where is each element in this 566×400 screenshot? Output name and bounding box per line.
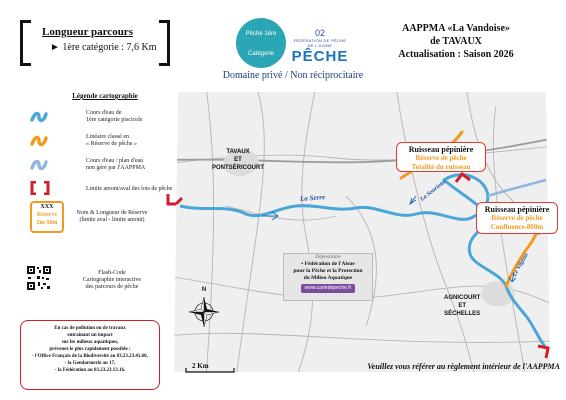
town-agnicourt: AGNICOURT ET SÉCHELLES — [444, 295, 481, 317]
distance-title: Longueur parcours — [42, 26, 133, 38]
depositaire-url[interactable]: www.cartedepeche.fr — [301, 284, 356, 293]
river-label-vilpion: Le Vilpion — [511, 252, 530, 278]
river-first-category-icon — [30, 110, 48, 124]
legend-item-unmanaged: Cours d'eau / plan d'eau non géré par l'AAPPMA — [86, 158, 146, 171]
distance-box — [20, 20, 170, 62]
categorie-logo-line1: Pêche 1ère — [245, 31, 277, 37]
reserve-badge-word: Réserve — [36, 212, 58, 218]
callout-souriette[interactable]: Ruisseau pépinière Réserve de pêche Totalité du ruisseau — [396, 142, 486, 172]
callout-vilpion[interactable]: Ruisseau pépinière Réserve de pêche Confluence-800m — [476, 202, 558, 234]
federation-logo-caption: FÉDÉRATION DE PÊCHE DE L'AISNE — [293, 38, 347, 48]
qr-code-icon[interactable] — [26, 265, 52, 291]
season-update: Actualisation : Saison 2026 — [398, 49, 514, 60]
domain-status: Domaine privé / Non réciprocitaire — [222, 70, 364, 81]
legend-item-river: Cours d'eau de 1ère catégorie piscicole — [86, 110, 143, 123]
footer-note: Veuillez vous référer au règlement intérieur de l'AAPPMA — [367, 362, 560, 371]
lot-limit-icon — [30, 181, 50, 195]
distance-value: ► 1ère catégorie : 7,6 Km — [50, 42, 157, 53]
categorie-logo-line2: Catégorie — [247, 51, 274, 57]
town-tavaux: TAVAUX ET PONTSÉRICOURT — [212, 149, 265, 171]
scale-label: 2 Km — [192, 362, 209, 370]
legend-item-reserve: Linéaire classé en « Réserve de pêche » — [86, 134, 137, 147]
bracket-left — [20, 20, 31, 66]
compass-north-label: N — [201, 287, 207, 293]
federation-logo — [290, 18, 350, 70]
categorie-logo — [236, 18, 286, 68]
legend-item-limit: Limite amont/aval des lots de pêche — [86, 186, 173, 192]
legend-title: Légende cartographie — [72, 92, 138, 100]
aappma-name: AAPPMA «La Vandoise» — [402, 23, 510, 34]
qr-caption: Flash-Code Cartographie interactive des parcours de pêche — [82, 270, 142, 290]
reserve-line-icon — [30, 134, 48, 148]
depositaire-text: • Fédération de l'Aisne pour la Pêche et la Protection du Milieu Aquatique — [293, 261, 363, 281]
reserve-badge-code: XXX — [40, 204, 54, 210]
river-label-serre: La Serre — [299, 193, 326, 203]
depositaire-panel — [283, 253, 373, 301]
legend-reserve-text: Nom & Longueur de Réserve (limite aval - limite amont) — [76, 210, 148, 223]
river-label-souriette: La Souriette — [419, 179, 448, 203]
reserve-badge-length: 2m-50m — [36, 220, 58, 226]
pollution-notice: En cas de pollution ou de travaux entraînant un impact sur les milieux aquatiques, prévenez le plus rapidement possible : - l'Office Français de la Biodiversité au 03.23.23.41.60, - la Gendarmerie au 17, - la Fédération au 03.23.23.13.16. — [20, 320, 160, 390]
reserve-badge — [30, 201, 64, 233]
unmanaged-water-icon — [30, 158, 48, 172]
federation-logo-word: PÊCHE — [291, 48, 349, 65]
federation-logo-number: 02 — [314, 28, 325, 38]
depositaire-title: Dépositaire — [315, 254, 341, 260]
bracket-right — [159, 20, 170, 66]
aappma-header — [386, 22, 526, 61]
aappma-town: de TAVAUX — [430, 36, 482, 47]
